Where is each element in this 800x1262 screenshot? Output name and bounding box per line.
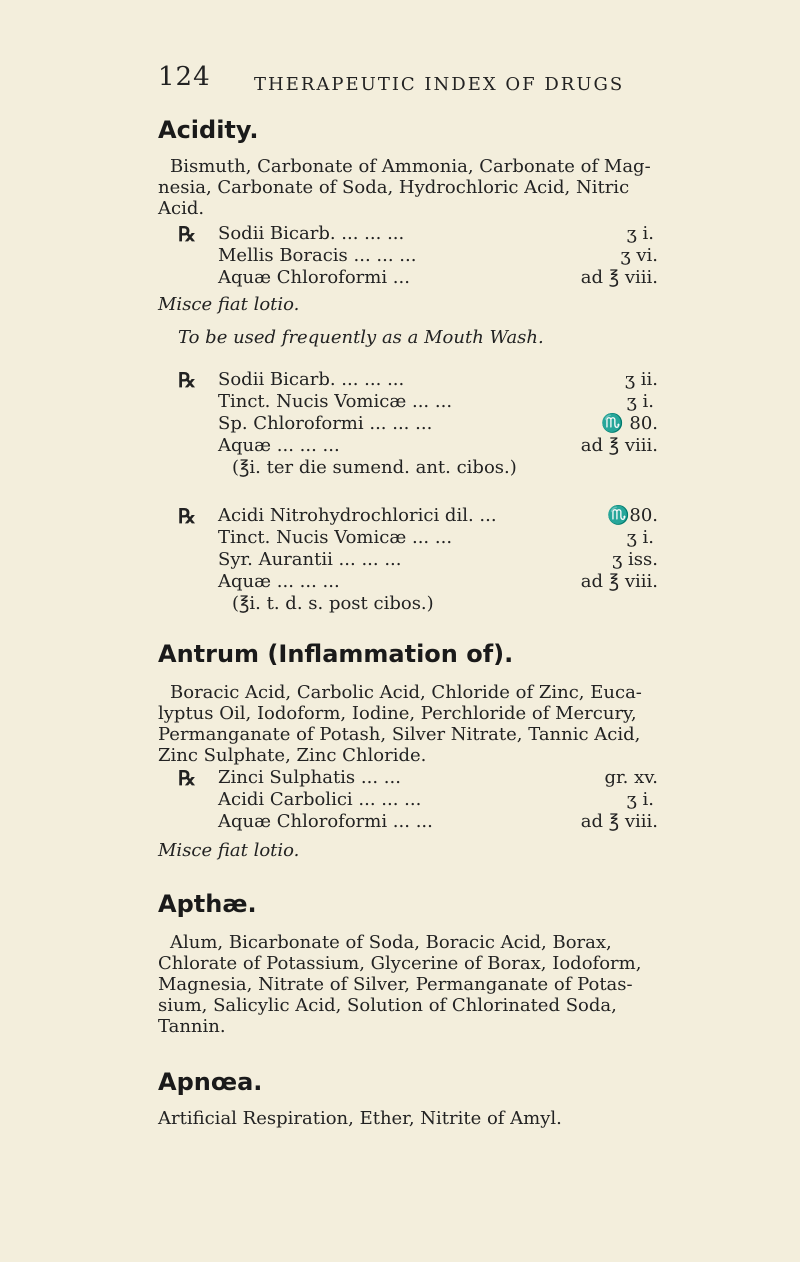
section-heading-apthae: Apthæ. (158, 890, 257, 918)
rx-item-name: Aquæ ... ... ... (218, 571, 340, 592)
section-heading-antrum: Antrum (Inflammation of). (158, 640, 514, 668)
prescription-antrum-1 (178, 768, 738, 838)
rx-item-name: Sodii Bicarb. ... ... ... (218, 369, 405, 390)
rx-item-name: Zinci Sulphatis ... ... (218, 767, 401, 788)
misce-instruction: Misce fiat lotio. (158, 294, 300, 315)
rx-item-name: Aquæ Chloroformi ... (218, 267, 410, 288)
apnoea-drug-list (158, 1108, 768, 1129)
rx-item-dose: ʒ i. (626, 527, 654, 548)
rx-item-name: Aquæ ... ... ... (218, 435, 340, 456)
acidity-drug-list (158, 156, 780, 219)
prescription-acidity-3 (178, 506, 738, 616)
misce-instruction: Misce fiat lotio. (158, 840, 300, 861)
rx-item-name: Syr. Aurantii ... ... ... (218, 549, 402, 570)
running-title: THERAPEUTIC INDEX OF DRUGS (254, 74, 625, 95)
direction-note: To be used frequently as a Mouth Wash. (178, 327, 544, 348)
section-heading-apnoea: Apnœa. (158, 1068, 263, 1096)
page-header (158, 62, 760, 102)
text-line: Boracic Acid, Carbolic Acid, Chloride of Zinc, Euca- (170, 682, 642, 703)
rx-symbol: ℞ (178, 504, 196, 528)
section-heading-acidity: Acidity. (158, 116, 259, 144)
rx-item-dose: ʒ iss. (612, 549, 658, 570)
rx-item-name: Tinct. Nucis Vomicæ ... ... (218, 391, 453, 412)
rx-symbol: ℞ (178, 368, 196, 392)
rx-symbol: ℞ (178, 766, 196, 790)
dosage-note: (℥i. t. d. s. post cibos.) (232, 593, 434, 614)
rx-item-dose: gr. xv. (604, 767, 658, 788)
text-line: Artificial Respiration, Ether, Nitrite of Amyl. (158, 1108, 562, 1129)
text-line: lyptus Oil, Iodoform, Iodine, Perchloride of Mercury, (158, 703, 637, 724)
rx-item-name: Acidi Carbolici ... ... ... (218, 789, 422, 810)
antrum-drug-list (158, 682, 780, 766)
rx-item-dose: ad ℥ viii. (580, 571, 658, 592)
rx-item-name: Sp. Chloroformi ... ... ... (218, 413, 433, 434)
text-line: Chlorate of Potassium, Glycerine of Borax, Iodoform, (158, 953, 642, 974)
text-line: Alum, Bicarbonate of Soda, Boracic Acid, Borax, (170, 932, 612, 953)
rx-item-name: Sodii Bicarb. ... ... ... (218, 223, 405, 244)
rx-item-dose: ʒ vi. (620, 245, 658, 266)
rx-item-dose: ad ℥ viii. (580, 435, 658, 456)
apthae-drug-list (158, 932, 780, 1037)
prescription-acidity-1 (178, 224, 738, 294)
rx-item-dose: ad ℥ viii. (580, 811, 658, 832)
page-number: 124 (158, 62, 211, 92)
text-line: Tannin. (158, 1016, 226, 1037)
rx-item-name: Tinct. Nucis Vomicæ ... ... (218, 527, 453, 548)
rx-item-dose: ʒ i. (626, 789, 654, 810)
rx-item-dose: ʒ ii. (624, 369, 658, 390)
text-line: Zinc Sulphate, Zinc Chloride. (158, 745, 427, 766)
rx-item-dose: ♏80. (606, 505, 658, 526)
text-line: Bismuth, Carbonate of Ammonia, Carbonate of Mag- (170, 156, 651, 177)
rx-item-name: Mellis Boracis ... ... ... (218, 245, 417, 266)
rx-symbol: ℞ (178, 222, 196, 246)
text-line: Magnesia, Nitrate of Silver, Permanganate of Potas- (158, 974, 633, 995)
text-line: sium, Salicylic Acid, Solution of Chlorinated Soda, (158, 995, 617, 1016)
dosage-note: (℥i. ter die sumend. ant. cibos.) (232, 457, 517, 478)
rx-item-dose: ʒ i. (626, 391, 654, 412)
rx-item-name: Aquæ Chloroformi ... ... (218, 811, 433, 832)
rx-item-dose: ad ℥ viii. (580, 267, 658, 288)
text-line: Acid. (158, 198, 205, 219)
text-line: Permanganate of Potash, Silver Nitrate, Tannic Acid, (158, 724, 641, 745)
text-line: nesia, Carbonate of Soda, Hydrochloric Acid, Nitric (158, 177, 630, 198)
rx-item-dose: ʒ i. (626, 223, 654, 244)
rx-item-dose: ♏ 80. (601, 413, 658, 434)
prescription-acidity-2 (178, 370, 738, 480)
rx-item-name: Acidi Nitrohydrochlorici dil. ... (218, 505, 497, 526)
